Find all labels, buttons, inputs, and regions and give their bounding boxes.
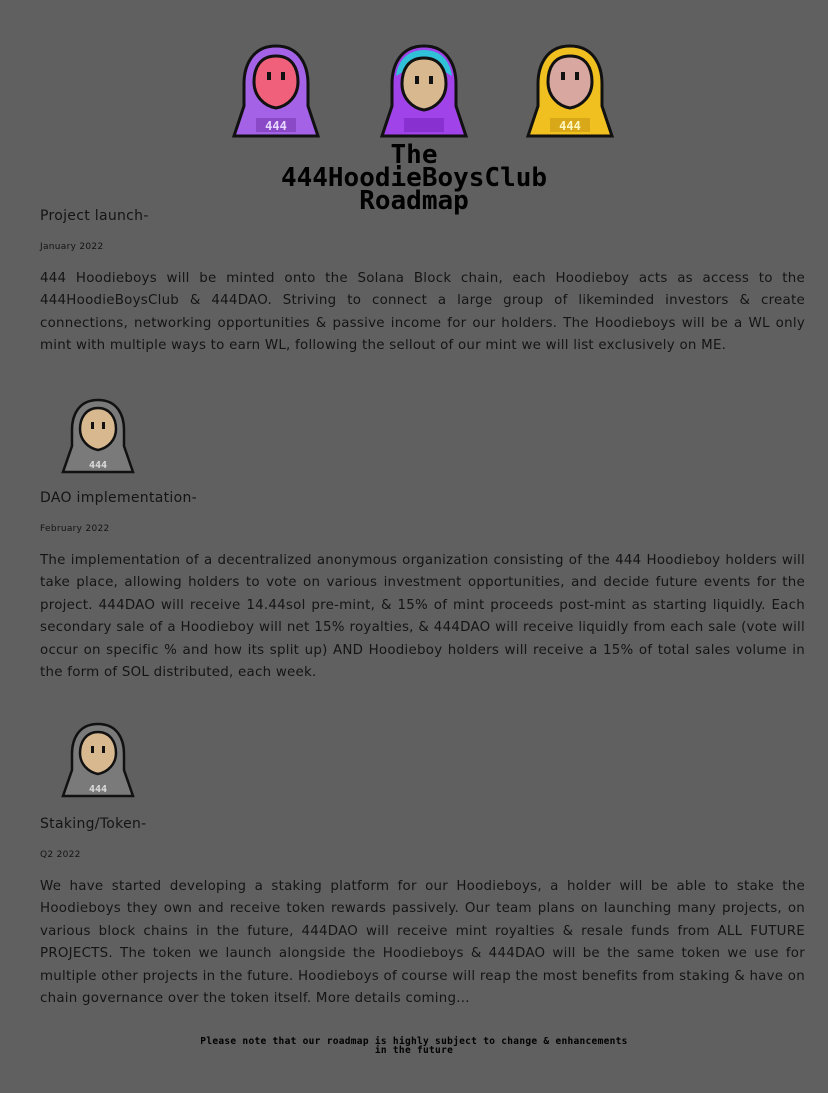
section-body-dao-implementation: The implementation of a decentralized anonymous organization consisting of the 444 Hoodieboy holders will take place, allowing holders to vote on various investment opportunities, and decide future events for the project. 444DAO will receive 14.44sol pre-mint, & 15% of mint proceeds post-mint as starting liquidly. Each secondary sale of a Hoodieboy will net 15% royalties, & 444DAO will receive liquidly from each sale (vote will occur on specific % and how its split up) AND Hoodieboy holders will receive a 15% of total sales volume in the form of SOL distributed, each week.	[40, 553, 805, 681]
section-date-staking-token: Q2 2022	[40, 850, 81, 860]
section-body-project-launch: 444 Hoodieboys will be minted onto the Solana Block chain, each Hoodieboy acts as access to the 444HoodieBoysClub & 444DAO. Striving to connect a large group of likeminded investors & create connections, networking opportunities & passive income for our holders. The Hoodieboys will be a WL only mint with multiple ways to earn WL, following the sellout of our mint we will list exclusively on ME.	[40, 271, 805, 354]
footer-note-line-1: Please note that our roadmap is highly subject to change & enhancements	[200, 1036, 628, 1047]
section-heading-staking-token: Staking/Token-	[40, 816, 147, 832]
grey-hoodie-icon	[60, 722, 136, 798]
svg-text:444: 444	[559, 119, 581, 133]
grey-hoodie-icon	[60, 398, 136, 474]
footer-note-line-2: in the future	[374, 1045, 454, 1056]
section-body-staking-token: We have started developing a staking platform for our Hoodieboys, a holder will be able to stake the Hoodieboys they own and receive token rewards passively. Our team plans on launching many projects, on various block chains in the future, 444DAO will receive mint royalties & resale funds from ALL FUTURE PROJECTS. The token we launch alongside the Hoodieboys & 444DAO will be the same token we use for multiple other projects in the future. Hoodieboys of course will reap the most benefits from staking & have on chain governance over the token itself. More details coming...	[40, 879, 805, 1007]
title-line-3: Roadmap	[359, 186, 469, 216]
section-date-dao-implementation: February 2022	[40, 524, 110, 534]
title-line-1: The	[390, 140, 438, 170]
yellow-hoodie-icon	[524, 44, 616, 140]
svg-text:444: 444	[265, 119, 287, 133]
section-date-project-launch: January 2022	[40, 242, 104, 252]
section-heading-dao-implementation: DAO implementation-	[40, 490, 198, 506]
pink-hoodie-icon	[230, 44, 322, 140]
svg-text:444: 444	[88, 784, 108, 795]
title-line-2: 444HoodieBoysClub	[280, 163, 548, 193]
svg-text:444: 444	[88, 460, 108, 471]
footer-note	[0, 1037, 828, 1055]
teal-hoodie-icon	[378, 44, 470, 140]
section-heading-project-launch: Project launch-	[40, 208, 149, 224]
